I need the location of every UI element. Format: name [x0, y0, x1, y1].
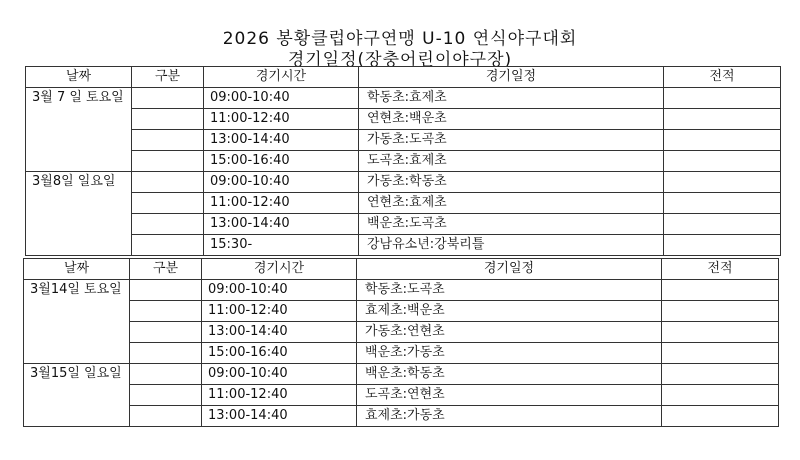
match-cell: 도곡초:연현초 [357, 385, 662, 406]
match-cell: 가동초:연현초 [357, 322, 662, 343]
match-cell: 효제초:백운초 [357, 301, 662, 322]
time-cell: 09:00-10:40 [202, 280, 357, 301]
document-subtitle: 경기일정(장충어린이야구장) [287, 50, 513, 70]
match-cell: 학동초:도곡초 [357, 280, 662, 301]
header-match: 경기일정 [357, 259, 662, 280]
match-cell: 백운초:도곡초 [359, 214, 664, 235]
table-row [26, 172, 781, 193]
match-cell: 효제초:가동초 [357, 406, 662, 427]
time-cell: 11:00-12:40 [204, 109, 359, 130]
header-type: 구분 [130, 259, 202, 280]
header-match: 경기일정 [359, 67, 664, 88]
result-cell [664, 214, 781, 235]
type-cell [130, 385, 202, 406]
table-row [24, 322, 779, 343]
header-type: 구분 [132, 67, 204, 88]
table-row [24, 280, 779, 301]
time-cell: 15:30- [204, 235, 359, 256]
type-cell [132, 151, 204, 172]
table-row [26, 151, 781, 172]
result-cell [664, 151, 781, 172]
type-cell [132, 214, 204, 235]
match-cell: 가동초:학동초 [359, 172, 664, 193]
result-cell [664, 88, 781, 109]
header-time: 경기시간 [202, 259, 357, 280]
time-cell: 09:00-10:40 [204, 88, 359, 109]
table-row [26, 193, 781, 214]
table-row [26, 88, 781, 109]
date-cell: 3월 7 일 토요일 [26, 88, 132, 172]
type-cell [132, 235, 204, 256]
match-cell: 연현초:효제초 [359, 193, 664, 214]
table-row [26, 235, 781, 256]
time-cell: 15:00-16:40 [202, 343, 357, 364]
time-cell: 13:00-14:40 [204, 214, 359, 235]
time-cell: 11:00-12:40 [202, 385, 357, 406]
result-cell [664, 235, 781, 256]
header-result: 전적 [662, 259, 779, 280]
time-cell: 09:00-10:40 [202, 364, 357, 385]
header-date: 날짜 [24, 259, 130, 280]
match-cell: 연현초:백운초 [359, 109, 664, 130]
result-cell [664, 172, 781, 193]
table-row [24, 385, 779, 406]
table-row [26, 214, 781, 235]
time-cell: 11:00-12:40 [204, 193, 359, 214]
type-cell [132, 130, 204, 151]
match-cell: 강남유소년:강북리틀 [359, 235, 664, 256]
type-cell [132, 109, 204, 130]
result-cell [664, 193, 781, 214]
result-cell [662, 385, 779, 406]
result-cell [664, 109, 781, 130]
match-cell: 가동초:도곡초 [359, 130, 664, 151]
time-cell: 13:00-14:40 [202, 406, 357, 427]
document-title: 2026 봉황클럽야구연맹 U-10 연식야구대회 [222, 29, 578, 49]
date-cell: 3월8일 일요일 [26, 172, 132, 256]
header-row [26, 67, 781, 88]
date-cell: 3월14일 토요일 [24, 280, 130, 364]
type-cell [130, 322, 202, 343]
time-cell: 11:00-12:40 [202, 301, 357, 322]
table-row [26, 109, 781, 130]
table-row [24, 364, 779, 385]
type-cell [132, 88, 204, 109]
result-cell [662, 322, 779, 343]
type-cell [130, 280, 202, 301]
result-cell [662, 301, 779, 322]
type-cell [130, 406, 202, 427]
match-cell: 도곡초:효제초 [359, 151, 664, 172]
type-cell [130, 301, 202, 322]
header-row [24, 259, 779, 280]
time-cell: 15:00-16:40 [204, 151, 359, 172]
header-date: 날짜 [26, 67, 132, 88]
result-cell [662, 280, 779, 301]
table-row [24, 301, 779, 322]
result-cell [664, 130, 781, 151]
result-cell [662, 343, 779, 364]
result-cell [662, 364, 779, 385]
time-cell: 13:00-14:40 [202, 322, 357, 343]
table-row [26, 130, 781, 151]
type-cell [132, 172, 204, 193]
header-result: 전적 [664, 67, 781, 88]
match-cell: 학동초:효제초 [359, 88, 664, 109]
time-cell: 09:00-10:40 [204, 172, 359, 193]
header-time: 경기시간 [204, 67, 359, 88]
match-cell: 백운초:가동초 [357, 343, 662, 364]
type-cell [132, 193, 204, 214]
schedule-table-week2 [23, 258, 779, 427]
match-cell: 백운초:학동초 [357, 364, 662, 385]
table-row [24, 406, 779, 427]
table-row [24, 343, 779, 364]
date-cell: 3월15일 일요일 [24, 364, 130, 427]
result-cell [662, 406, 779, 427]
type-cell [130, 364, 202, 385]
type-cell [130, 343, 202, 364]
time-cell: 13:00-14:40 [204, 130, 359, 151]
schedule-table-week1 [25, 66, 781, 256]
